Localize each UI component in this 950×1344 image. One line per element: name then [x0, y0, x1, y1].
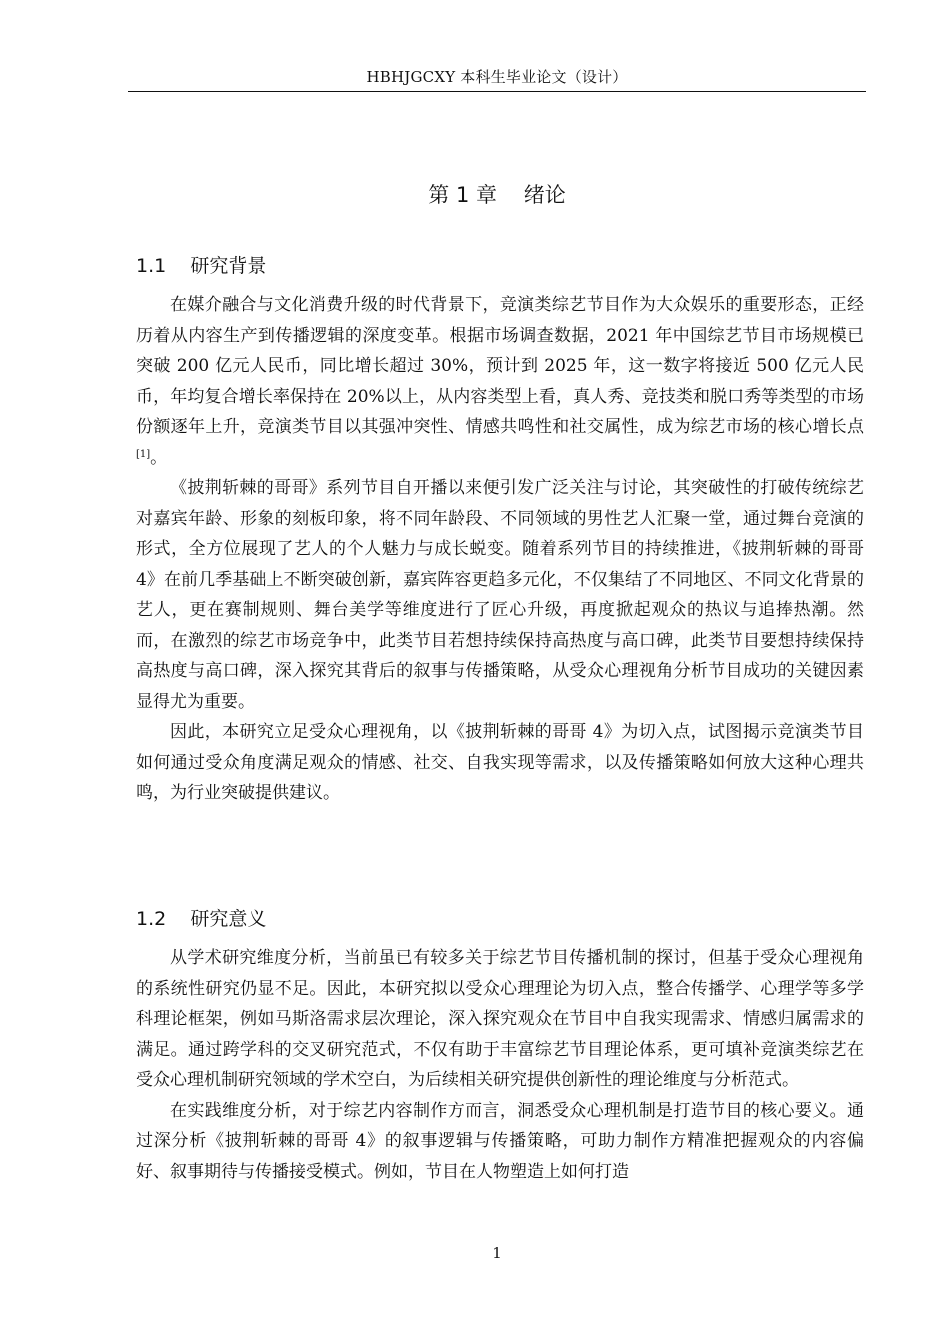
paragraph: 《披荆斩棘的哥哥》系列节目自开播以来便引发广泛关注与讨论，其突破性的打破传统综艺对嘉宾年龄、形象的刻板印象，将不同年龄段、不同领域的男性艺人汇聚一堂，通过舞台竞演的形式，全方位展现了艺人的个人魅力与成长蜕变。随着系列节目的持续推进，《披荆斩棘的哥哥 4》在前几季基础上不断突破创新，嘉宾阵容更趋多元化，不仅集结了不同地区、不同文化背景的艺人，更在赛制规则、舞台美学等维度进行了匠心升级，再度掀起观众的热议与追捧热潮。然而，在激烈的综艺市场竞争中，此类节目若想持续保持高热度与高口碑，此类节目要想持续保持高热度与高口碑，深入探究其背后的叙事与传播策略，从受众心理视角分析节目成功的关键因素显得尤为重要。 — [136, 478, 864, 712]
paragraph-text: 在媒介融合与文化消费升级的时代背景下，竞演类综艺节目作为大众娱乐的重要形态，正经历着从内容生产到传播逻辑的深度变革。根据市场调查数据，2021 年中国综艺节目市场规模已突破 200 亿元人民币，同比增长超过 30%，预计到 2025 年，这一数字将接近 500 亿元人民币，年均复合增长率保持在 20%以上，从内容类型上看，真人秀、竞技类和脱口秀等类型的市场份额逐年上升，竞演类节目以其强冲突性、情感共鸣性和社交属性，成为综艺市场的核心增长点 — [136, 295, 864, 437]
section-body-research-significance — [136, 943, 864, 1187]
section-heading-research-significance: 1.2 研究意义 — [136, 908, 267, 930]
running-header: HBHJGCXY 本科生毕业论文（设计） — [366, 68, 628, 86]
citation-mark: [1] — [136, 448, 151, 460]
paragraph-end: 。 — [150, 447, 168, 468]
page-number: 1 — [492, 1244, 502, 1262]
section-heading-research-background: 1.1 研究背景 — [136, 255, 267, 277]
section-body-research-background — [136, 290, 864, 809]
paragraph: 从学术研究维度分析，当前虽已有较多关于综艺节目传播机制的探讨，但基于受众心理视角的系统性研究仍显不足。因此，本研究拟以受众心理理论为切入点，整合传播学、心理学等多学科理论框架，例如马斯洛需求层次理论，深入探究观众在节目中自我实现需求、情感归属需求的满足。通过跨学科的交叉研究范式，不仅有助于丰富综艺节目理论体系，更可填补竞演类综艺在受众心理机制研究领域的学术空白，为后续相关研究提供创新性的理论维度与分析范式。 — [136, 948, 864, 1090]
paragraph — [136, 290, 864, 473]
paragraph: 因此，本研究立足受众心理视角，以《披荆斩棘的哥哥 4》为切入点，试图揭示竞演类节目如何通过受众角度满足观众的情感、社交、自我实现等需求，以及传播策略如何放大这种心理共鸣，为行业突破提供建议。 — [136, 722, 864, 803]
chapter-title: 第 1 章 绪论 — [428, 183, 566, 207]
paragraph: 在实践维度分析，对于综艺内容制作方而言，洞悉受众心理机制是打造节目的核心要义。通过深分析《披荆斩棘的哥哥 4》的叙事逻辑与传播策略，可助力制作方精准把握观众的内容偏好、叙事期待与传播接受模式。例如，节目在人物塑造上如何打造 — [136, 1100, 864, 1182]
header-divider — [128, 91, 866, 92]
